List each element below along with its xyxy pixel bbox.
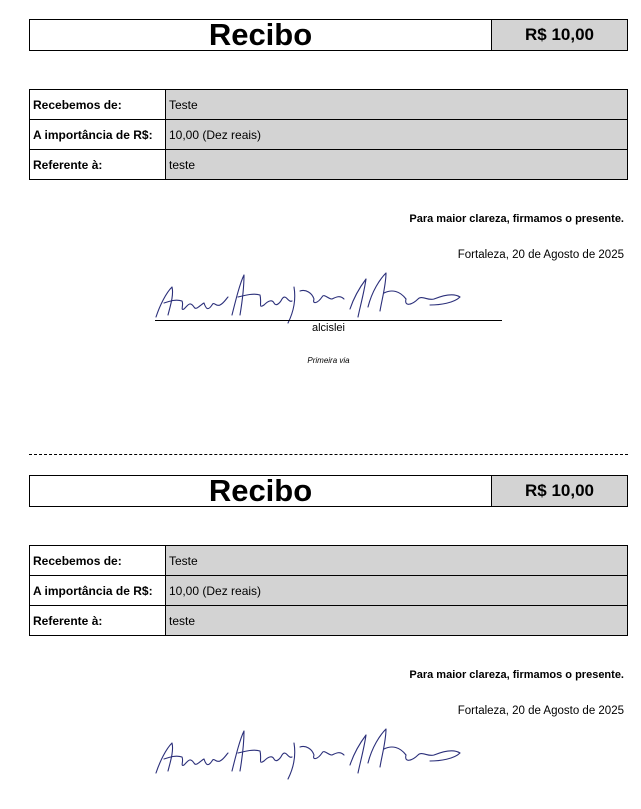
receipt-amount: R$ 10,00 bbox=[491, 476, 627, 506]
signature-block bbox=[29, 269, 628, 365]
receipt-header bbox=[29, 19, 628, 51]
table-row bbox=[30, 90, 628, 120]
receipt-amount: R$ 10,00 bbox=[491, 20, 627, 50]
clarity-statement: Para maior clareza, firmamos o presente. bbox=[409, 213, 624, 225]
place-date: Fortaleza, 20 de Agosto de 2025 bbox=[457, 705, 624, 717]
table-row bbox=[30, 120, 628, 150]
receipt-title: Recibo bbox=[208, 17, 313, 52]
field-value: Teste bbox=[166, 546, 628, 576]
field-label: Recebemos de: bbox=[30, 90, 166, 120]
cut-line-divider bbox=[29, 454, 628, 455]
receipt-title: Recibo bbox=[208, 473, 313, 508]
signature-image bbox=[154, 725, 464, 785]
field-value: 10,00 (Dez reais) bbox=[166, 576, 628, 606]
field-label: Referente à: bbox=[30, 606, 166, 636]
field-label: A importância de R$: bbox=[30, 576, 166, 606]
copy-label: Primeira via bbox=[307, 356, 350, 365]
field-value: 10,00 (Dez reais) bbox=[166, 120, 628, 150]
receipt-header bbox=[29, 475, 628, 507]
field-label: A importância de R$: bbox=[30, 120, 166, 150]
table-row bbox=[30, 150, 628, 180]
field-label: Recebemos de: bbox=[30, 546, 166, 576]
table-row bbox=[30, 606, 628, 636]
field-value: teste bbox=[166, 606, 628, 636]
signer-name: alcislei bbox=[311, 322, 345, 334]
place-date: Fortaleza, 20 de Agosto de 2025 bbox=[457, 249, 624, 261]
table-row bbox=[30, 546, 628, 576]
field-value: Teste bbox=[166, 90, 628, 120]
field-value: teste bbox=[166, 150, 628, 180]
signature-block bbox=[29, 725, 628, 809]
receipt-first bbox=[29, 17, 628, 365]
receipt-fields-table bbox=[29, 545, 628, 636]
receipt-second bbox=[29, 475, 628, 809]
clarity-statement: Para maior clareza, firmamos o presente. bbox=[409, 669, 624, 681]
receipt-fields-table bbox=[29, 89, 628, 180]
table-row bbox=[30, 576, 628, 606]
field-label: Referente à: bbox=[30, 150, 166, 180]
signature-line bbox=[155, 320, 502, 321]
